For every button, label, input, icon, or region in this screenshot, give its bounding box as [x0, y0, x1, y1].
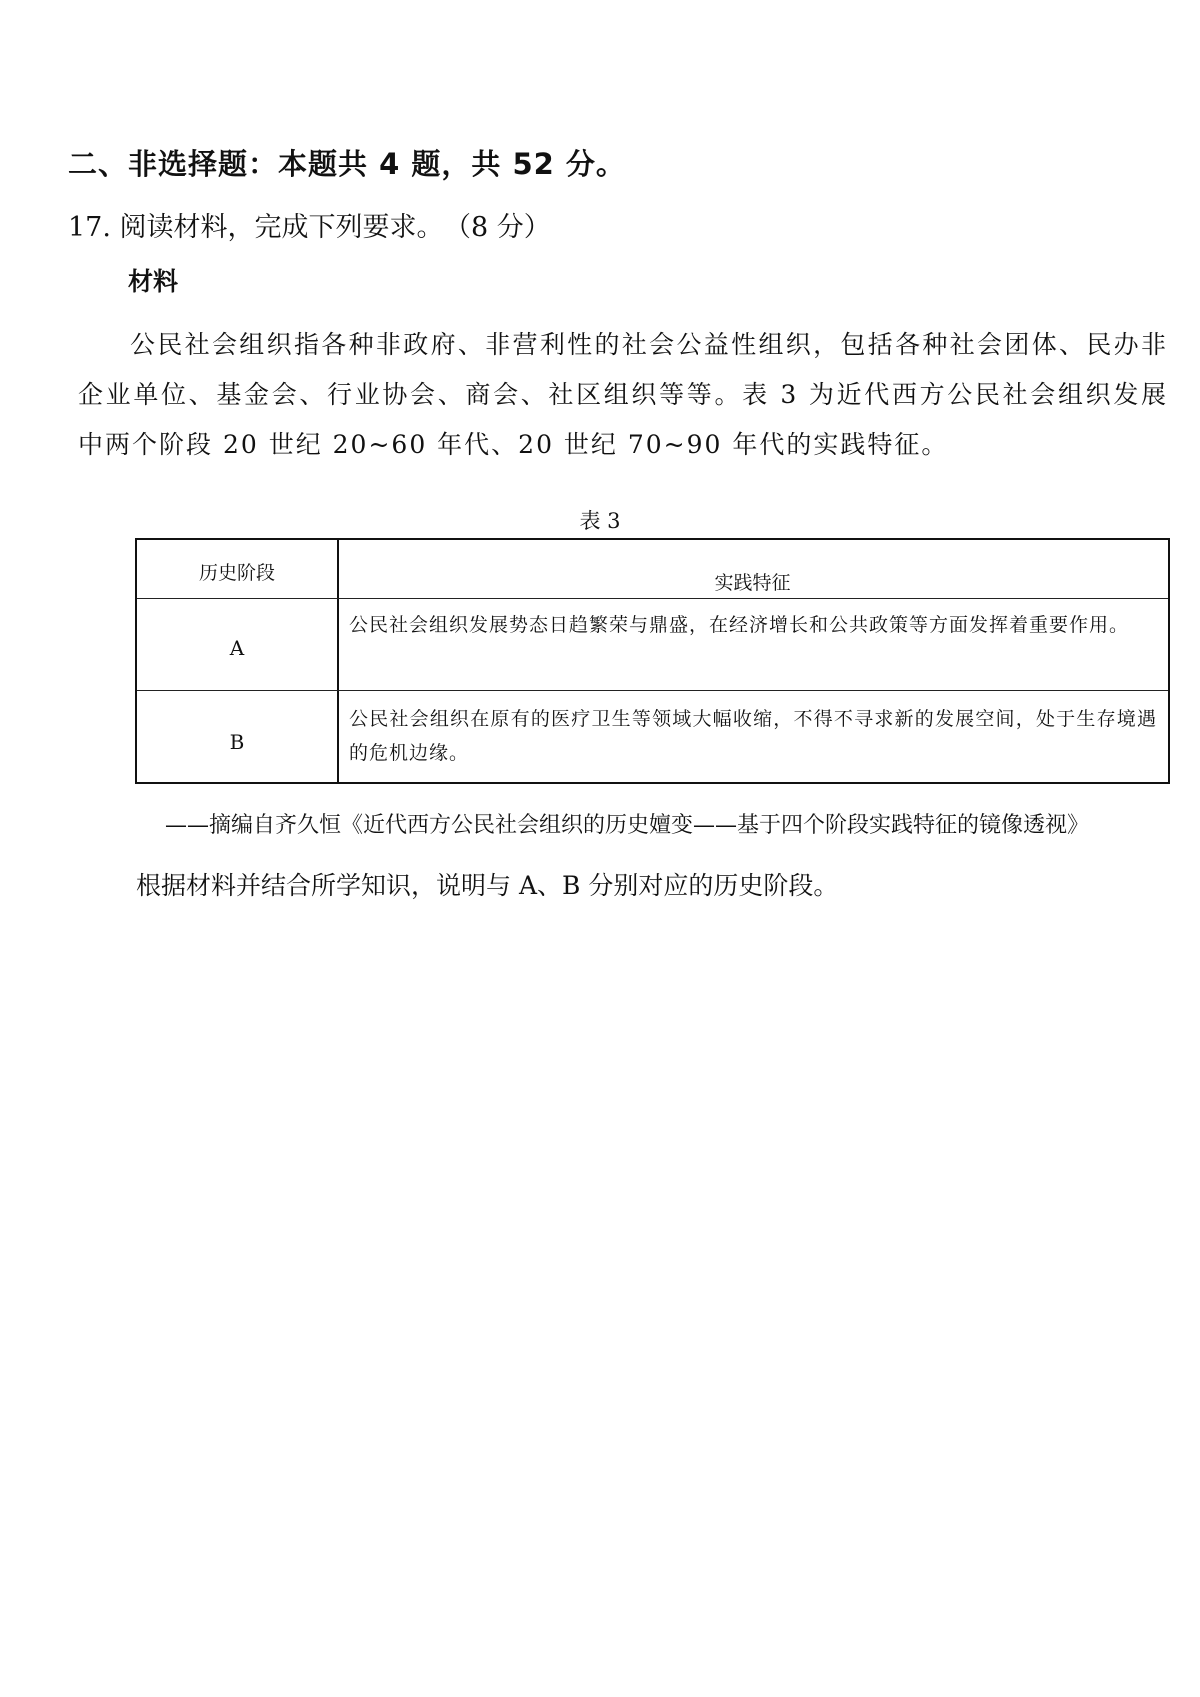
source-citation: ——摘编自齐久恒《近代西方公民社会组织的历史嬗变——基于四个阶段实践特征的镜像透视》	[165, 813, 1090, 838]
material-title: 材料	[128, 267, 179, 296]
question-prompt: 根据材料并结合所学知识，说明与 A、B 分别对应的历史阶段。	[136, 871, 839, 900]
header-stage: 历史阶段	[198, 562, 275, 584]
table-row-divider	[137, 690, 1168, 691]
practice-features-table	[135, 538, 1170, 784]
question-text: 17. 阅读材料，完成下列要求。	[68, 212, 444, 243]
question-17	[68, 205, 551, 244]
material-paragraph: 公民社会组织指各种非政府、非营利性的社会公益性组织，包括各种社会团体、民办非企业单位、基金会、行业协会、商会、社区组织等等。表 3 为近代西方公民社会组织发展中两个阶段 20 世纪 20~60 年代、20 世纪 70~90 年代的实践特征。	[78, 330, 1168, 459]
row-a-description: 公民社会组织发展势态日趋繁荣与鼎盛，在经济增长和公共政策等方面发挥着重要作用。	[349, 614, 1130, 636]
question-score: （8 分）	[457, 212, 551, 243]
header-features: 实践特征	[714, 572, 791, 594]
row-b-stage: B	[229, 730, 245, 754]
row-b-description: 公民社会组织在原有的医疗卫生等领域大幅收缩，不得不寻求新的发展空间，处于生存境遇的危机边缘。	[349, 708, 1157, 764]
section-heading: 二、非选择题：本题共 4 题，共 52 分。	[68, 147, 626, 181]
table-caption: 表 3	[579, 509, 621, 533]
table-row-divider	[137, 598, 1168, 599]
row-a-stage: A	[229, 636, 245, 660]
